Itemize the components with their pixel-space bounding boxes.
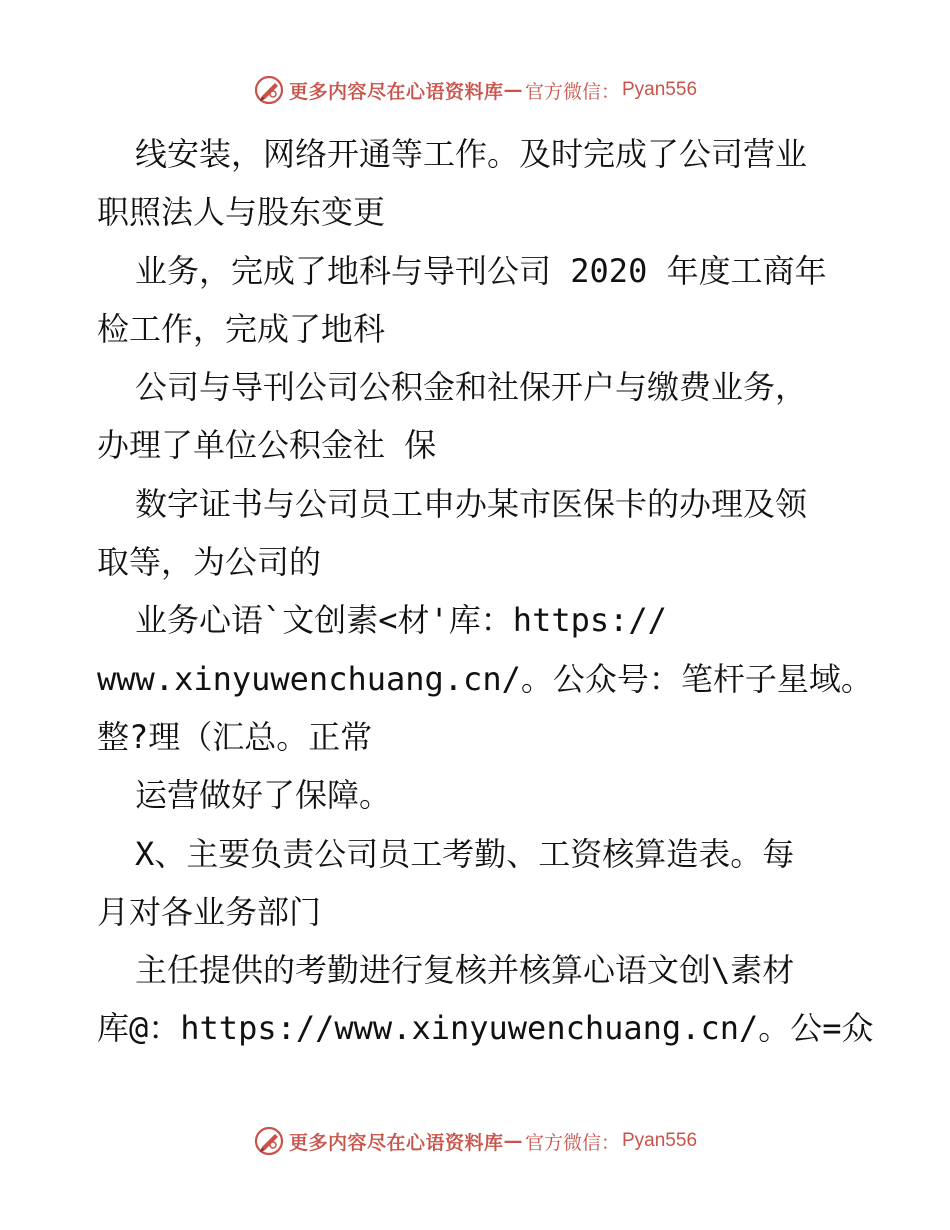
page-header-banner	[0, 73, 950, 107]
pen-logo-icon	[253, 74, 285, 106]
document-body	[97, 125, 874, 1058]
body-line: www.xinyuwenchuang.cn/。公众号：笔杆子星域。	[97, 659, 873, 698]
body-line: 主任提供的考勤进行复核并核算心语文创\素材	[135, 951, 795, 990]
body-line: 月对各业务部门	[97, 892, 322, 931]
body-line: 取等，为公司的	[97, 543, 322, 582]
body-line: 公司与导刊公司公积金和社保开户与缴费业务，	[135, 368, 808, 407]
header-wechat-label: 官方微信：	[524, 80, 620, 103]
body-line: 库@：https://www.xinyuwenchuang.cn/。公=众	[97, 1009, 874, 1048]
footer-wechat-label: 官方微信：	[524, 1131, 620, 1154]
body-line: 办理了单位公积金社 保	[97, 426, 437, 465]
header-banner-text: 更多内容尽在心语资料库	[288, 80, 504, 103]
footer-wechat-id: Pyan556	[622, 1130, 698, 1151]
header-separator: —	[503, 79, 523, 101]
body-line: 业务，完成了地科与导刊公司 2020 年度工商年	[135, 251, 827, 290]
body-line: 检工作，完成了地科	[97, 309, 386, 348]
body-line: 数字证书与公司员工申办某市医保卡的办理及领	[135, 484, 808, 523]
footer-banner-text: 更多内容尽在心语资料库	[288, 1131, 504, 1154]
body-line: 线安装，网络开通等工作。及时完成了公司营业	[135, 135, 808, 173]
page-footer-banner	[0, 1124, 950, 1158]
footer-separator: —	[503, 1130, 523, 1152]
body-line: 运营做好了保障。	[135, 776, 392, 815]
pen-logo-icon	[253, 1125, 285, 1157]
header-wechat-id: Pyan556	[622, 79, 698, 100]
body-line: X、主要负责公司员工考勤、工资核算造表。每	[135, 834, 795, 873]
body-line: 职照法人与股东变更	[97, 193, 386, 232]
body-line: 业务心语`文创素<材'库：https://	[135, 601, 667, 640]
body-line: 整?理（汇总。正常	[97, 717, 373, 756]
